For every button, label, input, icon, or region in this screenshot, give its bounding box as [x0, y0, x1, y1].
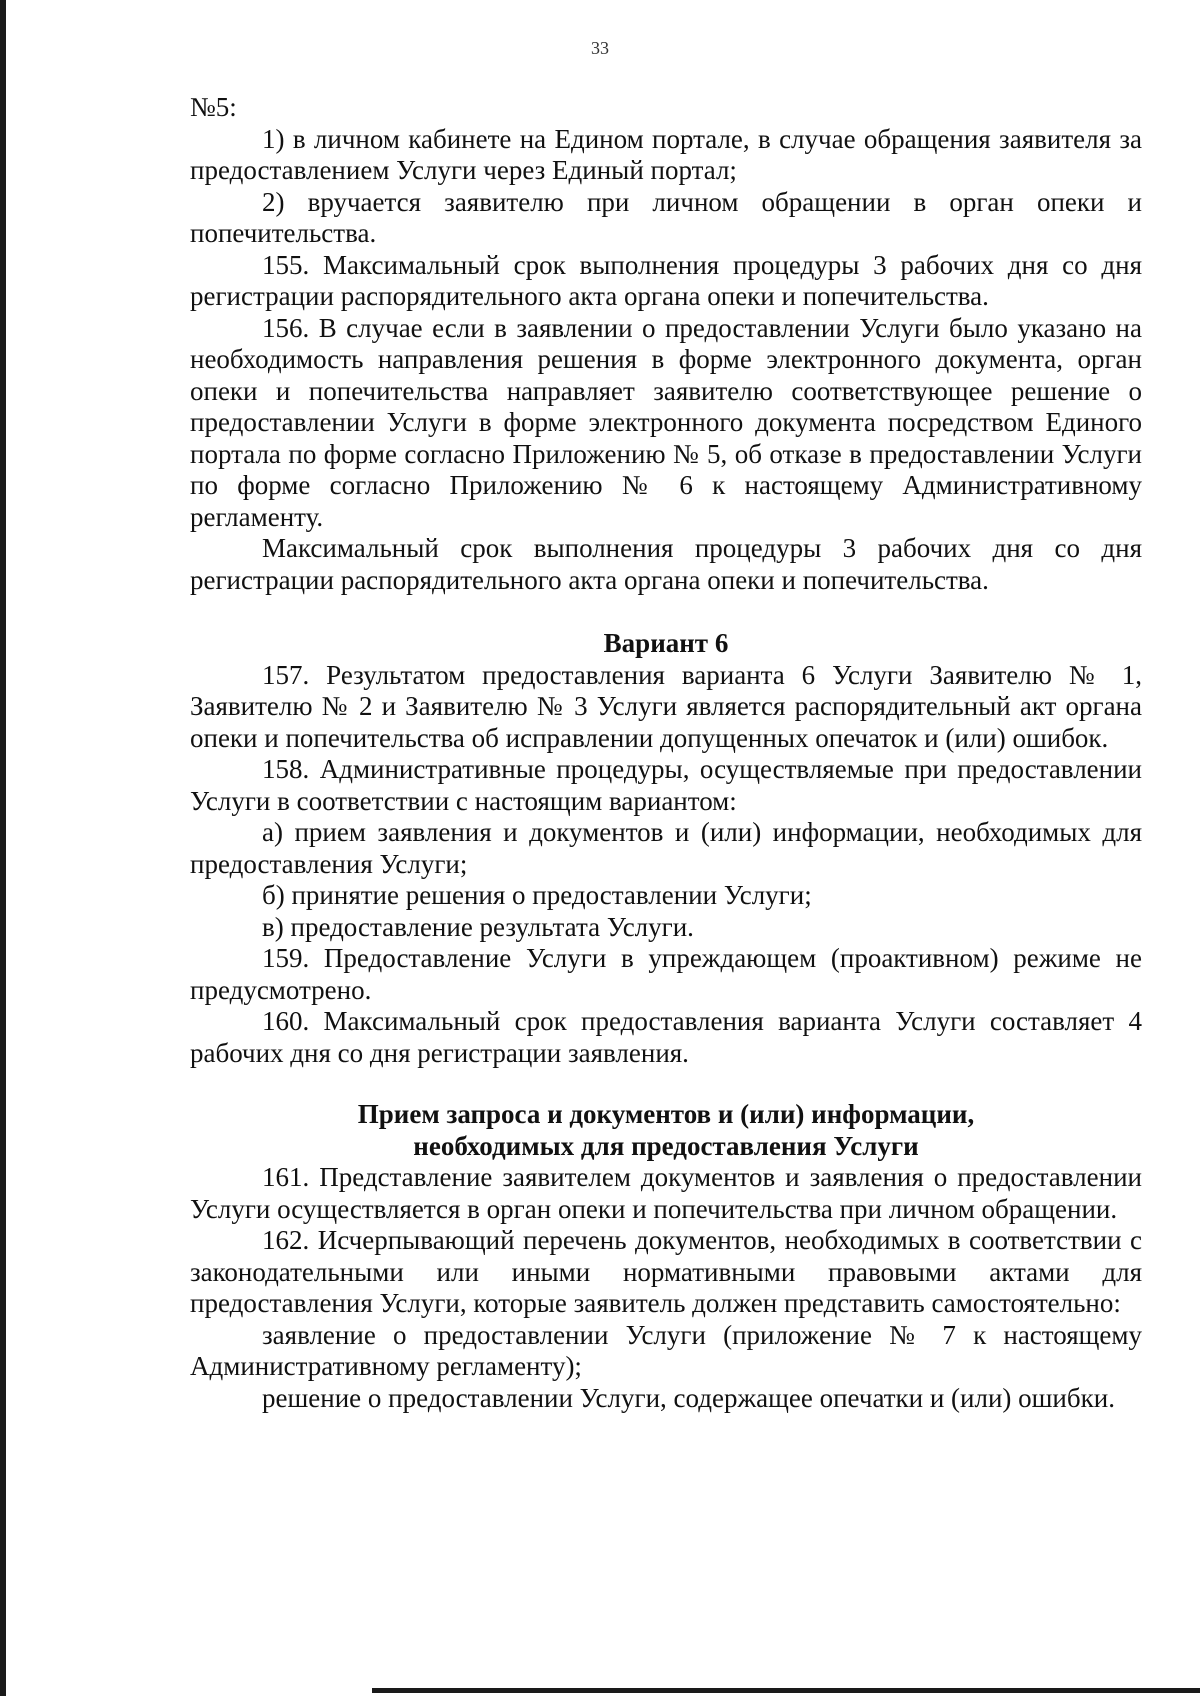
paragraph-doc-application: заявление о предоставлении Услуги (приложение № 7 к настоящему Административному регламенту);	[190, 1319, 1142, 1381]
paragraph-159: 159. Предоставление Услуги в упреждающем (проактивном) режиме не предусмотрено.	[190, 943, 1142, 1005]
page-number: 33	[591, 38, 609, 58]
paragraph-item-1: 1) в личном кабинете на Едином портале, в случае обращения заявителя за предоставлением Услуги через Единый портал;	[190, 123, 1142, 185]
paragraph-item-b: б) принятие решения о предоставлении Услуги;	[262, 880, 812, 910]
paragraph-160: 160. Максимальный срок предоставления варианта Услуги составляет 4 рабочих дня со дня регистрации заявления.	[190, 1006, 1142, 1068]
section-heading-variant-6: Вариант 6	[603, 628, 729, 658]
left-margin-rule	[0, 0, 6, 1696]
document-body	[190, 92, 1142, 1414]
section-heading-request-intake	[190, 1099, 1142, 1162]
paragraph-max-term: Максимальный срок выполнения процедуры 3 рабочих дня со дня регистрации распорядительного акта органа опеки и попечительства.	[190, 533, 1142, 595]
paragraph-157: 157. Результатом предоставления варианта 6 Услуги Заявителю № 1, Заявителю № 2 и Заявителю № 3 Услуги является распорядительный акт органа опеки и попечительства об исправлении допущенных опечаток и (или) ошибок.	[190, 659, 1142, 753]
paragraph-158: 158. Административные процедуры, осуществляемые при предоставлении Услуги в соответствии с настоящим вариантом:	[190, 754, 1142, 816]
section-gap	[190, 596, 1142, 628]
paragraph-item-v: в) предоставление результата Услуги.	[262, 911, 694, 942]
paragraph-161: 161. Представление заявителем документов и заявления о предоставлении Услуги осуществляется в орган опеки и попечительства при личном обращении.	[190, 1162, 1142, 1224]
heading-line-2: необходимых для предоставления Услуги	[413, 1130, 919, 1161]
paragraph-item-a: а) прием заявления и документов и (или) информации, необходимых для предоставления Услуги;	[190, 817, 1142, 879]
section-gap	[190, 1069, 1142, 1099]
paragraph-item-2: 2) вручается заявителю при личном обращении в орган опеки и попечительства.	[190, 186, 1142, 248]
paragraph-162: 162. Исчерпывающий перечень документов, необходимых в соответствии с законодательными или иными нормативными правовыми актами для предоставления Услуги, которые заявитель должен представить самостоятельно:	[190, 1225, 1142, 1318]
paragraph-155: 155. Максимальный срок выполнения процедуры 3 рабочих дня со дня регистрации распорядительного акта органа опеки и попечительства.	[190, 249, 1142, 311]
paragraph-doc-decision: решение о предоставлении Услуги, содержащее опечатки и (или) ошибки.	[262, 1382, 1115, 1413]
bottom-rule	[372, 1688, 1200, 1693]
paragraph-156: 156. В случае если в заявлении о предоставлении Услуги было указано на необходимость направления решения в форме электронного документа, орган опеки и попечительства направляет заявителю соответствующее решение о предоставлении Услуги в форме электронного документа посредством Единого портала по форме согласно Приложению № 5, об отказе в предоставлении Услуги по форме согласно Приложению № 6 к настоящему Административному регламенту.	[190, 312, 1142, 532]
paragraph-continuation: №5:	[190, 92, 237, 122]
heading-line-1: Прием запроса и документов и (или) информации,	[357, 1099, 975, 1129]
